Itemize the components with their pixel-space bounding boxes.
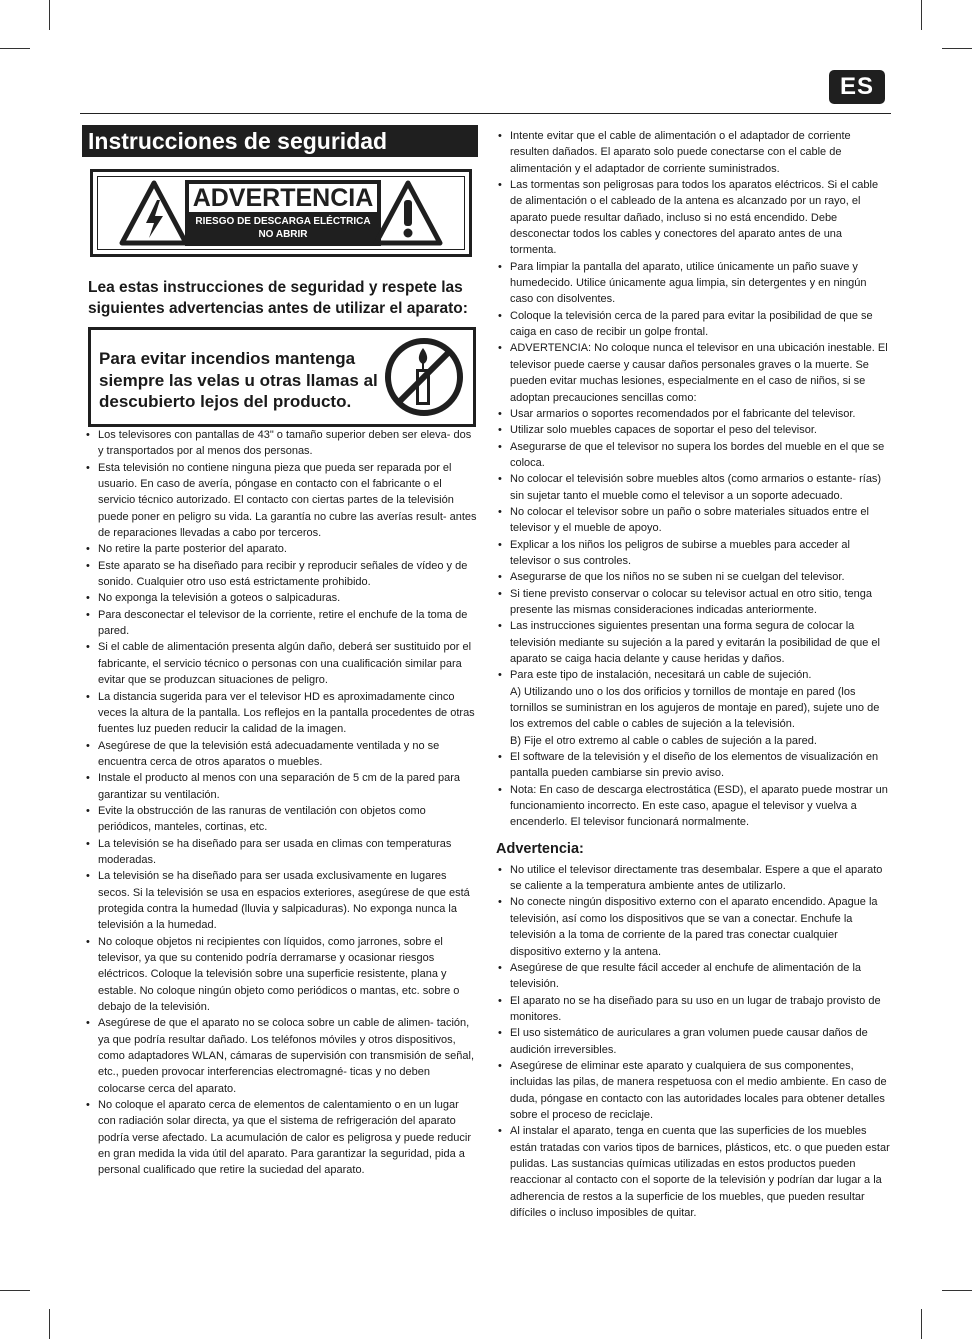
warning-line-1: RIESGO DE DESCARGA ELÉCTRICA (195, 216, 371, 227)
header-rule (80, 113, 891, 114)
list-item: • La televisión se ha diseñado para ser usada en climas con temperaturas moderadas. (82, 836, 478, 869)
warning-center-panel (185, 180, 381, 246)
advertencia-list (494, 862, 890, 1222)
list-item: • El aparato no se ha diseñado para su uso en un lugar de trabajo provisto de monitores. (494, 993, 890, 1026)
list-item: • No colocar el televisión sobre muebles altos (como armarios o estante- rías) sin sujetar tanto el mueble como el televisor a un soporte adecuado. (494, 471, 890, 504)
list-item: • La distancia sugerida para ver el televisor HD es aproximadamente cinco veces la altura de la pantalla. Los reflejos en la pantalla procedentes de otras fuentes luz pueden reducir la calidad de la imagen. (82, 689, 478, 738)
list-item: • Evite la obstrucción de las ranuras de ventilación con objetos como periódicos, manteles, cortinas, etc. (82, 803, 478, 836)
list-item: • No coloque objetos ni recipientes con líquidos, como jarrones, sobre el televisor, ya que su contenido podría derramarse y ocasionar riesgos eléctricos. Coloque la televisión sobre una superficie resistente, plana y estable. No coloque ningún objeto como periódicos o mantas, etc. sobre o debajo de la televisión. (82, 934, 478, 1016)
crop-mark (942, 48, 972, 49)
warning-label (90, 169, 472, 257)
list-item: • Las tormentas son peligrosas para todos los aparatos eléctricos. Si el cable de alimentación o el cableado de la antena es alcanzado por un rayo, el aparato puede resultar dañado, incluso si no está encendido. Debe desconectar todos los cables y conectores del aparato antes de una tormenta. (494, 177, 890, 259)
list-item: • Las instrucciones siguientes presentan una forma segura de colocar la televisión mediante su sujeción a la pared y evitarán la posibilidad de que el aparato se caiga hacia delante y cause heridas y daños. (494, 618, 890, 667)
exclamation-triangle-icon (373, 180, 443, 246)
list-item: • Usar armarios o soportes recomendados por el fabricante del televisor. (494, 406, 890, 422)
list-item: • Al instalar el aparato, tenga en cuenta que las superficies de los muebles están tratadas con varios tipos de barnices, plásticos, etc. o que pueden estar pulidas. Las sustancias químicas utilizadas en estos productos pueden reaccionar al contacto con el soporte de la televisión y podrían dar lugar a la adherencia de restos a la superficie de los muebles, que pueden resultar difíciles o incluso imposibles de quitar. (494, 1123, 890, 1221)
list-item: • Asegúrese de que el aparato no se coloca sobre un cable de alimen- tación, ya que podría resultar dañado. Los teléfonos móviles y otros dispositivos, como adaptadores WLAN, cámaras de supervisión con transmisión de señal, etc., pueden provocar interferencias electromagné- ticas y no deben colocarse cerca del aparato. (82, 1015, 478, 1097)
crop-mark (921, 0, 922, 30)
list-item: • Explicar a los niños los peligros de subirse a muebles para acceder al televisor o sus controles. (494, 537, 890, 570)
list-item: • Esta televisión no contiene ninguna pieza que pueda ser reparada por el usuario. En caso de avería, póngase en contacto con el fabricante o el servicio técnico autorizado. El contacto con ciertas partes de la televisión puede poner en peligro su vida. La garantía no cubre las averías result- antes de reparaciones llevadas a cabo por terceros. (82, 460, 478, 542)
lightning-bolt-triangle-icon (119, 180, 189, 246)
list-item: • Instale el producto al menos con una separación de 5 cm de la pared para garantizar su ventilación. (82, 770, 478, 803)
language-badge: ES (829, 70, 885, 104)
list-item: • Intente evitar que el cable de alimentación o el adaptador de corriente resulten dañados. El aparato solo puede conectarse con el cable de alimentación y el adaptador de corriente suministrados. (494, 128, 890, 177)
crop-mark (0, 1290, 30, 1291)
list-item: • No exponga la televisión a goteos o salpicaduras. (82, 590, 478, 606)
list-item: • Este aparato se ha diseñado para recibir y reproducir señales de vídeo y de sonido. Cualquier otro uso está estrictamente prohibido. (82, 558, 478, 591)
list-item: • Nota: En caso de descarga electrostática (ESD), el aparato puede mostrar un funcionamiento incorrecto. En este caso, apague el televisor y vuelva a encenderlo. El televisor funcionará normalmente. (494, 782, 890, 831)
left-safety-list (82, 427, 478, 1179)
crop-mark (921, 1309, 922, 1339)
list-item: • No conecte ningún dispositivo externo con el aparato encendido. Apague la televisión, así como los dispositivos que se van a conectar. Enchufe la televisión a la toma de corriente de la pared tras conectar cualquier dispositivo externo y la antena. (494, 894, 890, 959)
list-item: • Asegúrese de que la televisión está adecuadamente ventilada y no se encuentra cerca de otros aparatos o muebles. (82, 738, 478, 771)
list-item: • Coloque la televisión cerca de la pared para evitar la posibilidad de que se caiga en caso de recibir un golpe frontal. (494, 308, 890, 341)
list-item: • El software de la televisión y el diseño de los elementos de visualización en pantalla pueden cambiarse sin previo aviso. (494, 749, 890, 782)
list-item: • Si tiene previsto conservar o colocar su televisor actual en otro sitio, tenga presente las mismas consideraciones indicadas anteriormente. (494, 586, 890, 619)
fire-warning-text: Para evitar incendios mantenga siempre las velas u otras llamas al descubierto lejos del producto. (99, 349, 378, 411)
no-candle-icon (383, 336, 465, 418)
list-item: • No retire la parte posterior del aparato. (82, 541, 478, 557)
list-item: • Para limpiar la pantalla del aparato, utilice únicamente un paño suave y humedecido. Utilice únicamente agua limpia, sin detergentes y en ningún caso con disolventes. (494, 259, 890, 308)
fire-warning-box (88, 327, 476, 427)
advertencia-heading: Advertencia: (496, 840, 584, 857)
crop-mark (0, 48, 30, 49)
list-item: • La televisión se ha diseñado para ser usada exclusivamente en lugares secos. Si la televisión se usa en espacios exteriores, asegúrese de que está protegida contra la humedad (lluvia y salpicaduras). No exponga nunca la televisión a la humedad. (82, 868, 478, 933)
list-item: • Los televisores con pantallas de 43" o tamaño superior deben ser eleva- dos y transportados por al menos dos personas. (82, 427, 478, 460)
list-item: • Utilizar solo muebles capaces de soportar el peso del televisor. (494, 422, 890, 438)
crop-mark (49, 1309, 50, 1339)
list-item: • El uso sistemático de auriculares a gran volumen puede causar daños de audición irreversibles. (494, 1025, 890, 1058)
right-column (494, 128, 890, 1221)
list-item: • No coloque el aparato cerca de elementos de calentamiento o en un lugar con radiación solar directa, ya que el sistema de refrigeración del aparato podría verse afectado. La acumulación de calor es peligrosa y puede reducir en gran medida la vida útil del aparato. Para garantizar la seguridad, pida a personal cualificado que retire la suciedad del aparato. (82, 1097, 478, 1179)
list-item: • Para desconectar el televisor de la corriente, retire el enchufe de la toma de pared. (82, 607, 478, 640)
list-item: • No colocar el televisor sobre un paño o sobre materiales situados entre el televisor y el mueble de apoyo. (494, 504, 890, 537)
page-title: Instrucciones de seguridad (82, 125, 478, 157)
left-column (82, 125, 478, 1179)
list-item: • ADVERTENCIA: No coloque nunca el televisor en una ubicación inestable. El televisor puede caerse y causar daños personales graves o la muerte. Se pueden evitar muchas lesiones, especialmente en el caso de niños, si se adoptan precauciones sencillas como: (494, 340, 890, 405)
list-item: • Asegurarse de que el televisor no supera los bordes del mueble en el que se coloca. (494, 439, 890, 472)
list-item: • Asegúrese de que resulte fácil acceder al enchufe de alimentación de la televisión. (494, 960, 890, 993)
list-item: • Asegurarse de que los niños no se suben ni se cuelgan del televisor. (494, 569, 890, 585)
list-item: • No utilice el televisor directamente tras desembalar. Espere a que el aparato se caliente a la temperatura ambiente antes de utilizarlo. (494, 862, 890, 895)
intro-text: Lea estas instrucciones de seguridad y respete las siguientes advertencias antes de utilizar el aparato: (88, 279, 468, 317)
list-item: • Si el cable de alimentación presenta algún daño, deberá ser sustituido por el fabricante, el servicio técnico o personas con una cualificación similar para evitar que se produzcan situaciones de peligro. (82, 639, 478, 688)
crop-mark (942, 1290, 972, 1291)
right-safety-list (494, 128, 890, 831)
list-item: • Asegúrese de eliminar este aparato y cualquiera de sus componentes, incluidas las pilas, de manera respetuosa con el medio ambiente. En caso de duda, póngase en contacto con las autoridades locales para obtener detalles sobre el proceso de reciclaje. (494, 1058, 890, 1123)
warning-heading: ADVERTENCIA (189, 184, 377, 212)
list-item: • Para este tipo de instalación, necesitará un cable de sujeción. A) Utilizando uno o los dos orificios y tornillos de montaje en pared (los tornillos se suministran en los agujeros de montaje en pared), sujete uno de los extremos del cable o cables de sujeción a la televisión. B) Fije el otro extremo al cable o cables de sujeción a la pared. (494, 667, 890, 749)
crop-mark (49, 0, 50, 30)
warning-line-2: NO ABRIR (258, 229, 308, 240)
